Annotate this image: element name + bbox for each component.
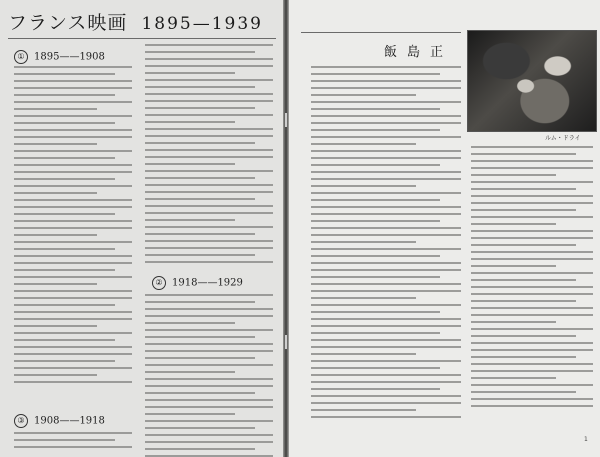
section-number-2: ② (152, 276, 166, 290)
right-col1-text (311, 66, 461, 423)
left-col2-text-b (145, 294, 273, 457)
film-still-photo (467, 30, 597, 132)
section-years-1: 1895——1908 (34, 51, 105, 63)
right-page (289, 0, 600, 457)
left-page (0, 0, 283, 457)
section-heading-3 (14, 414, 105, 428)
section-number-1: ① (14, 50, 28, 64)
section-years-3: 1908——1918 (34, 415, 105, 427)
title-years: 1895—1939 (141, 14, 263, 34)
page-number: 1 (584, 436, 588, 443)
left-col1-text-b (14, 432, 132, 453)
staple-bottom (285, 335, 287, 349)
staple-top (285, 113, 287, 127)
section-heading-1 (14, 50, 105, 64)
photo-caption: ルム・ドライ (545, 135, 581, 142)
section-heading-2 (152, 276, 243, 290)
page-title (8, 8, 263, 35)
right-col2-text (471, 146, 593, 412)
author-rule (301, 32, 461, 33)
title-text: フランス映画 (8, 12, 128, 34)
title-rule (8, 38, 276, 39)
left-col1-text-a (14, 66, 132, 388)
author-name: 飯島正 (384, 45, 454, 60)
section-number-3: ③ (14, 414, 28, 428)
left-col2-text-a (145, 44, 273, 268)
section-years-2: 1918——1929 (172, 277, 243, 289)
